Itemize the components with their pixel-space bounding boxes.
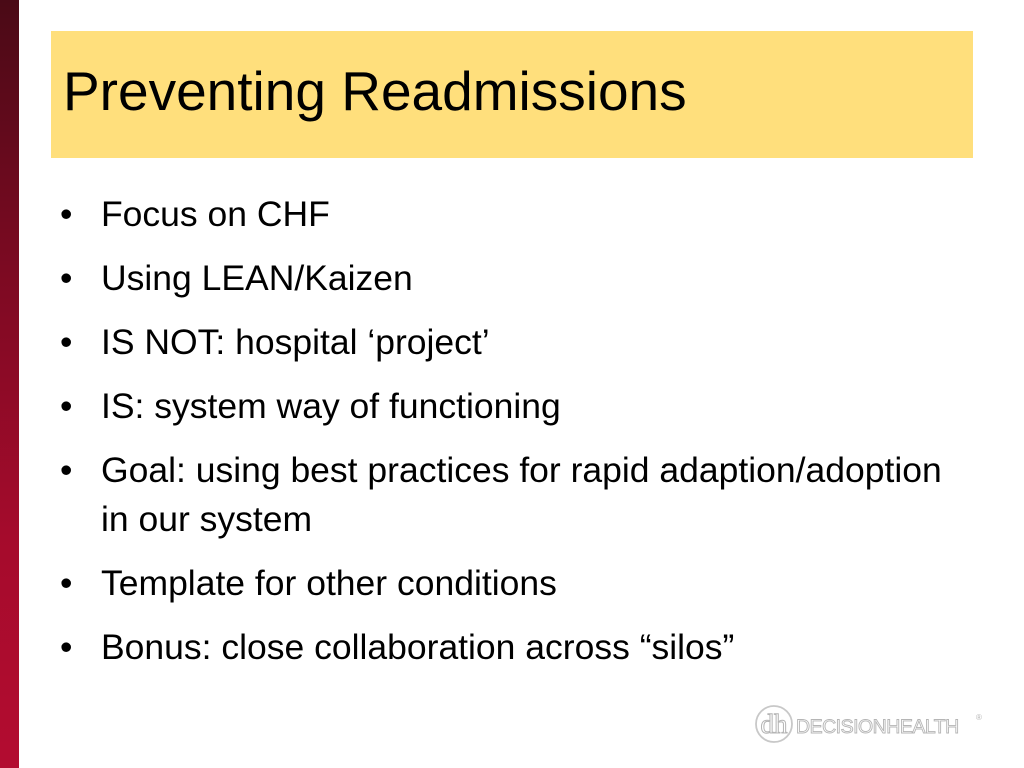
bullet-text: Using LEAN/Kaizen: [101, 258, 413, 298]
bullet-item: [60, 382, 960, 431]
bullet-dot: •: [60, 450, 73, 490]
bullet-dot: •: [60, 627, 73, 667]
bullet-item: [60, 318, 960, 367]
slide-title: Preventing Readmissions: [63, 60, 687, 122]
bullet-list: [60, 190, 960, 687]
bullet-text: Focus on CHF: [101, 194, 330, 234]
bullet-text: Template for other conditions: [101, 563, 557, 603]
logo-trademark: ®: [976, 713, 982, 722]
bullet-item: [60, 559, 960, 608]
bullet-dot: •: [60, 322, 73, 362]
logo-monogram: dh: [760, 709, 788, 739]
side-accent-bar: [0, 0, 19, 768]
bullet-item: [60, 190, 960, 239]
bullet-dot: •: [60, 563, 73, 603]
bullet-item: [60, 254, 960, 303]
bullet-item: [60, 623, 960, 672]
decisionhealth-logo: [754, 700, 989, 746]
bullet-dot: •: [60, 194, 73, 234]
bullet-text: Goal: using best practices for rapid adaption/adoption in our system: [101, 450, 942, 539]
bullet-text: IS NOT: hospital ‘project’: [101, 322, 490, 362]
title-band: [51, 31, 973, 158]
bullet-dot: •: [60, 386, 73, 426]
bullet-item: [60, 446, 960, 544]
bullet-text: IS: system way of functioning: [101, 386, 561, 426]
bullet-text: Bonus: close collaboration across “silos”: [101, 627, 735, 667]
bullet-dot: •: [60, 258, 73, 298]
logo-text: DECISIONHEALTH: [796, 716, 959, 738]
